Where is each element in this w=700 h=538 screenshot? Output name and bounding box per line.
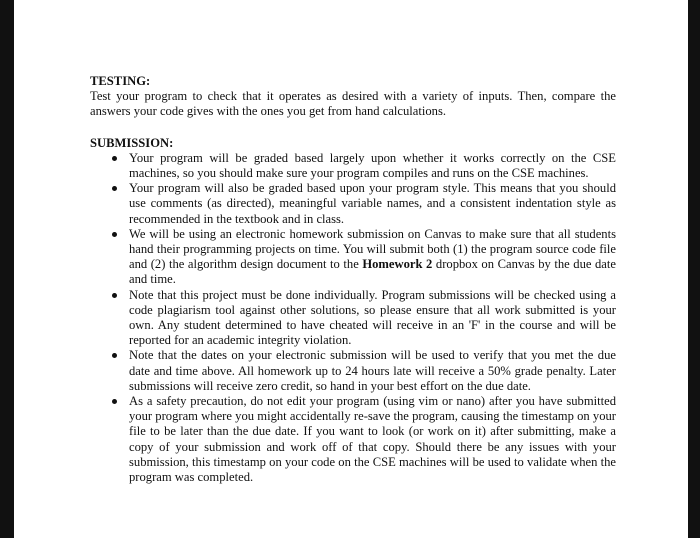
submission-heading: SUBMISSION: [90,135,174,150]
list-item [90,394,616,485]
right-dark-border [688,0,700,538]
bullet-icon [112,186,117,191]
list-item [90,181,616,227]
document-page [90,74,616,485]
list-item [90,151,616,181]
testing-paragraph: Test your program to check that it operates as desired with a variety of inputs. Then, compare the answers your code gives with the ones you get from hand calculations. [90,89,616,119]
testing-heading: TESTING: [90,74,151,88]
bullet-icon [112,232,117,237]
list-item [90,288,616,349]
bullet-icon [112,293,117,298]
bullet-icon [112,156,117,161]
submission-list [90,151,616,485]
bullet-icon [112,399,117,404]
list-item-text-end: dropbox on Canvas by the due date and time. [129,257,616,287]
list-item-text: As a safety precaution, do not edit your program (using vim or nano) after you have submitted your program where you might accidentally re-save the program, causing the timestamp on your file to be later than the due date. If you want to look (or work on it) after submitting, make a copy of your submission and work off of that copy. Should there be any issues with your submission, this timestamp on your code on the CSE machines will be used to validate when the program was completed. [129,394,616,485]
bullet-icon [112,353,117,358]
list-item-text: Note that this project must be done individually. Program submissions will be checked using a code plagiarism tool against other solutions, so please ensure that all work submitted is your own. Any student determined to have cheated will receive in an 'F' in the course and will be reported for an academic integrity violation. [129,287,616,348]
list-item [90,227,616,288]
left-dark-border [0,0,14,538]
section-gap [90,120,616,136]
list-item-text: Your program will also be graded based upon your program style. This means that you should use comments (as directed), meaningful variable names, and a consistent indentation style as recommended in the textbook and in class. [129,181,616,226]
list-item [90,348,616,394]
list-item-text: Note that the dates on your electronic submission will be used to verify that you met the due date and time above. All homework up to 24 hours late will receive a 50% grade penalty. Later submissions will receive zero credit, so hand in your best effort on the due date. [129,348,616,393]
list-item-text-start: We will be using an electronic homework submission on Canvas to make sure that all students hand their programming projects on time. You will submit both (1) the program source code file and (2) the algorithm design document to the [129,226,616,272]
list-item-text: Your program will be graded based largely upon whether it works correctly on the CSE machines, so you should make sure your program compiles and runs on the CSE machines. [129,150,616,181]
homework-label: Homework 2 [362,257,433,272]
